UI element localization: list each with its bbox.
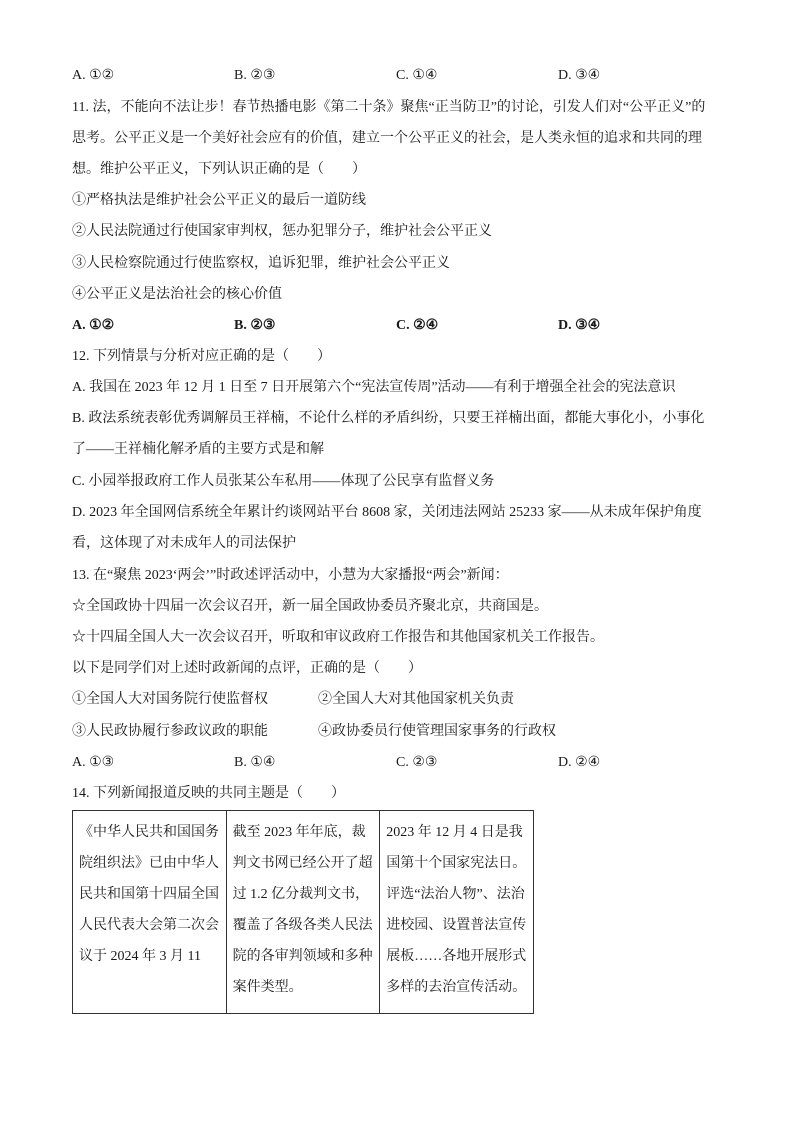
- q10-option-a[interactable]: A. ①②: [72, 68, 115, 83]
- q11-stem-line2: 思考。公平正义是一个美好社会应有的价值，建立一个公平正义的社会，是人类永恒的追求和共同的理: [72, 131, 702, 146]
- q13-item-1: ①全国人大对国务院行使监督权: [72, 692, 268, 707]
- q12-option-c[interactable]: C. 小园举报政府工作人员张某公车私用——体现了公民享有监督义务: [72, 474, 495, 489]
- q12-option-a[interactable]: A. 我国在 2023 年 12 月 1 日至 7 日开展第六个“宪法宣传周”活动——有利于增强全社会的宪法意识: [72, 380, 676, 395]
- q14-news-cell-2: 截至 2023 年年底，裁判文书网已经公开了超过 1.2 亿分裁判文书，覆盖了各级各类人民法院的各审判领域和多种案件类型。: [226, 811, 380, 1014]
- q11-stem-line1: 11. 法，不能向不法让步！春节热播电影《第二十条》聚焦“正当防卫”的讨论，引发人们对“公平正义”的: [72, 100, 706, 115]
- q10-option-b[interactable]: B. ②③: [234, 68, 276, 83]
- q13-news-2: ☆十四届全国人大一次会议召开，听取和审议政府工作报告和其他国家机关工作报告。: [72, 630, 604, 645]
- q11-stem-line3: 想。维护公平正义，下列认识正确的是（ ）: [72, 162, 366, 177]
- q11-item-2: ②人民法院通过行使国家审判权，惩办犯罪分子，维护社会公平正义: [72, 224, 492, 239]
- q12-option-b-line1[interactable]: B. 政法系统表彰优秀调解员王祥楠，不论什么样的矛盾纠纷，只要王祥楠出面，都能大事化小，小事化: [72, 411, 705, 426]
- q10-options: [72, 66, 722, 86]
- q11-option-d[interactable]: D. ③④: [558, 318, 601, 333]
- q13-items-row1: [72, 690, 722, 710]
- q13-item-4: ④政协委员行使管理国家事务的行政权: [318, 724, 556, 739]
- q11-item-1: ①严格执法是维护社会公平正义的最后一道防线: [72, 193, 366, 208]
- q11-option-b[interactable]: B. ②③: [234, 318, 276, 333]
- q13-item-2: ②全国人大对其他国家机关负责: [318, 692, 514, 707]
- q12-stem: 12. 下列情景与分析对应正确的是（ ）: [72, 349, 331, 364]
- q13-items-row2: [72, 722, 722, 742]
- q13-news-1: ☆全国政协十四届一次会议召开，新一届全国政协委员齐聚北京，共商国是。: [72, 599, 548, 614]
- q10-option-c[interactable]: C. ①④: [396, 68, 438, 83]
- q11-item-4: ④公平正义是法治社会的核心价值: [72, 287, 282, 302]
- q14-news-cell-3: 2023 年 12 月 4 日是我国第十个国家宪法日。评选“法治人物”、法治进校园、设置普法宣传展板……各地开展形式多样的去治宣传活动。: [380, 811, 534, 1014]
- q12-option-d-line1[interactable]: D. 2023 年全国网信系统全年累计约谈网站平台 8608 家，关闭违法网站 25233 家——从未成年保护角度: [72, 505, 702, 520]
- q14-news-table: [72, 810, 534, 1014]
- q13-stem: 13. 在“聚焦 2023‘两会’”时政述评活动中，小慧为大家播报“两会”新闻：: [72, 568, 509, 583]
- table-row: [73, 811, 534, 1014]
- q13-item-3: ③人民政协履行参政议政的职能: [72, 724, 268, 739]
- q11-options: [72, 316, 722, 336]
- q13-option-a[interactable]: A. ①③: [72, 755, 115, 770]
- q12-option-b-line2[interactable]: 了——王祥楠化解矛盾的主要方式是和解: [72, 442, 324, 457]
- q11-option-a[interactable]: A. ①②: [72, 318, 115, 333]
- q11-option-c[interactable]: C. ②④: [396, 318, 439, 333]
- q13-option-b[interactable]: B. ①④: [234, 755, 276, 770]
- q13-question: 以下是同学们对上述时政新闻的点评，正确的是（ ）: [72, 661, 422, 676]
- q13-option-d[interactable]: D. ②④: [558, 755, 601, 770]
- q13-options: [72, 753, 722, 773]
- q14-news-cell-1: 《中华人民共和国国务院组织法》已由中华人民共和国第十四届全国人民代表大会第二次会议于 2024 年 3 月 11: [73, 811, 227, 1014]
- q10-option-d[interactable]: D. ③④: [558, 68, 601, 83]
- q13-option-c[interactable]: C. ②③: [396, 755, 438, 770]
- q11-item-3: ③人民检察院通过行使监察权，追诉犯罪，维护社会公平正义: [72, 256, 450, 271]
- q12-option-d-line2[interactable]: 看，这体现了对未成年人的司法保护: [72, 536, 296, 551]
- q14-stem: 14. 下列新闻报道反映的共同主题是（ ）: [72, 786, 345, 801]
